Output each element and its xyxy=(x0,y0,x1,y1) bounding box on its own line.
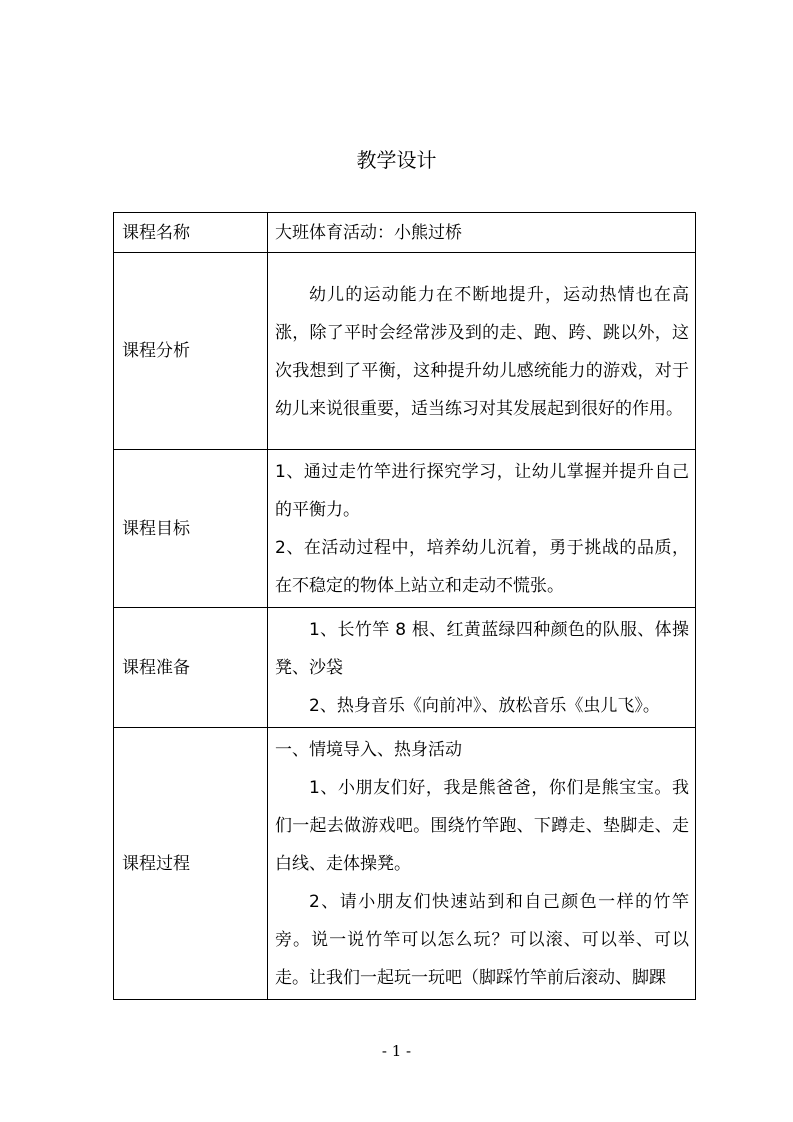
table-row-course-goals xyxy=(114,450,696,608)
process-step: 1、小朋友们好，我是熊爸爸，你们是熊宝宝。我们一起去做游戏吧。围绕竹竿跑、下蹲走、垫脚走、走白线、走体操凳。 xyxy=(275,778,689,874)
row-label-course-name: 课程名称 xyxy=(114,213,268,253)
process-step: 2、请小朋友们快速站到和自己颜色一样的竹竿旁。说一说竹竿可以怎么玩？可以滚、可以举、可以走。让我们一起玩一玩吧（脚踩竹竿前后滚动、脚踝 xyxy=(275,892,689,988)
page-title: 教学设计 xyxy=(356,148,437,172)
course-goal-item: 2、在活动过程中，培养幼儿沉着，勇于挑战的品质，在不稳定的物体上站立和走动不慌张。 xyxy=(275,538,689,596)
lesson-plan-table xyxy=(113,212,696,1000)
row-label-course-analysis: 课程分析 xyxy=(114,253,268,450)
course-preparation-value xyxy=(268,608,696,728)
table-row-course-process xyxy=(114,728,696,1000)
course-analysis-value xyxy=(268,253,696,450)
table-row-course-name xyxy=(114,213,696,253)
preparation-item: 2、热身音乐《向前冲》、放松音乐《虫儿飞》。 xyxy=(309,696,660,716)
course-analysis-paragraph: 幼儿的运动能力在不断地提升，运动热情也在高涨，除了平时会经常涉及到的走、跑、跨、跳以外，这次我想到了平衡，这种提升幼儿感统能力的游戏，对于幼儿来说很重要，适当练习对其发展起到很好的作用。 xyxy=(275,284,689,419)
preparation-item: 1、长竹竿 8 根、红黄蓝绿四种颜色的队服、体操凳、沙袋 xyxy=(275,620,689,678)
course-name-value xyxy=(268,213,696,253)
process-section-heading: 一、情境导入、热身活动 xyxy=(275,740,462,760)
course-goal-item: 1、通过走竹竿进行探究学习，让幼儿掌握并提升自己的平衡力。 xyxy=(275,462,689,520)
row-label-course-process: 课程过程 xyxy=(114,728,268,1000)
table-row-course-analysis xyxy=(114,253,696,450)
row-label-course-preparation: 课程准备 xyxy=(114,608,268,728)
course-goals-value xyxy=(268,450,696,608)
row-label-course-goals: 课程目标 xyxy=(114,450,268,608)
course-name-text: 大班体育活动：小熊过桥 xyxy=(275,222,462,243)
page-number: - 1 - xyxy=(381,1042,412,1060)
table-row-course-preparation xyxy=(114,608,696,728)
course-process-value xyxy=(268,728,696,1000)
